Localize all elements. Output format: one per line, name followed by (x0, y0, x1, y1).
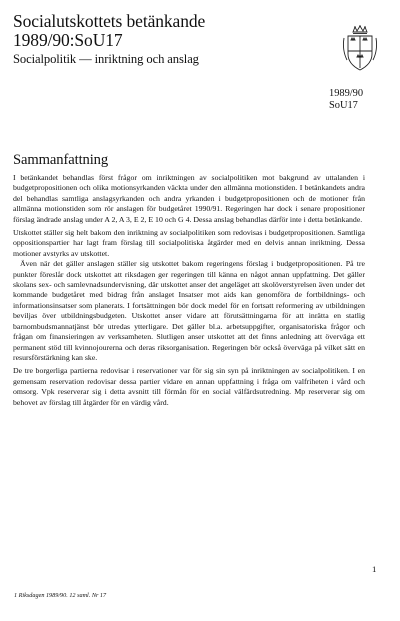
doc-year: 1989/90 (329, 88, 364, 99)
page-number: 1 (372, 564, 377, 574)
page-footer: 1 Riksdagen 1989/90. 12 saml. Nr 17 (14, 592, 107, 599)
paragraph-1: I betänkandet behandlas först frågor om inriktningen av socialpolitiken mot bakgrund av uttalanden i budgetpropositionen och olika motionsyrkanden väckta under den allmänna motionstiden. I betänkandets andra del behandlas samtliga anslagsyrkanden och andra yrkanden i budgetpropositionen och de motioner från allmänna motionstiden som rör anslagen för budgetåret 1990/91. Regeringen har dock i senare propositioner förslag ändrade anslag under A 2, A 3, E 2, E 10 och G 4. Dessa anslag behandlas därför inte i detta betänkande. (13, 173, 365, 224)
document-subtitle: Socialpolitik — inriktning och anslag (13, 52, 199, 66)
section-title: Sammanfattning (13, 152, 109, 168)
doc-code: SoU17 (329, 100, 358, 111)
paragraph-3: Även när det gäller anslagen ställer sig utskottet bakom regeringens förslag i budgetpropositionen. På tre punkter föreslår dock utskottet att riksdagen ger regeringen till känna en något annan uppfattning. Det gäller skolans sex- och samlevnadsundervisning, där utskottet anser det angeläget att skolöverstyrelsen även under det kommande budgetåret med bidrag från anslaget Insatser mot aids kan genomföra de fortbildnings- och informationsinsatser som planerats. I fortsättningen bör dock medel för en fortsatt reformering av utbildningen beviljas över utbildningsbudgeten. Utskottet anser vidare att förutsättningarna för att inrätta en statlig barnombudsmannatjänst bör utredas ytterligare. Det gäller bl.a. arbetsuppgifter, organisatoriska frågor och frågan om finansieringen av verksamheten. Slutligen anser utskottet att det finns anledning att överväga ett permanent stöd till kvinnojourerna och deras riksorganisation. Regeringen bör också överväga på vilket sätt en resursförstärkning kan ske. (13, 259, 365, 362)
paragraph-2: Utskottet ställer sig helt bakom den inriktning av socialpolitiken som redovisas i budgetpropositionen. Samtliga oppositionspartier har lagt fram förslag till socialpolitiska åtgärder med en delvis annan inriktning. Dessa motioner avstyrks av utskottet. (13, 228, 365, 258)
swedish-royal-crest-icon (340, 24, 380, 74)
document-reference (329, 88, 363, 112)
document-title (13, 12, 303, 50)
paragraph-4: De tre borgerliga partierna redovisar i reservationer var för sig sin syn på inriktningen av socialpolitiken. I en gemensam reservation redovisar dessa partier vidare en annan uppfattning i fråga om valfriheten i vård och omsorg. Vpk reserverar sig i detta avsnitt till förmån för en social välfärdsutredning. Mp reserverar sig om behovet av förslag till åtgärder för en värdig vård. (13, 366, 365, 407)
title-line-1: Socialutskottets betänkande (13, 11, 206, 31)
summary-body (13, 173, 365, 411)
title-line-2: 1989/90:SoU17 (13, 30, 123, 50)
